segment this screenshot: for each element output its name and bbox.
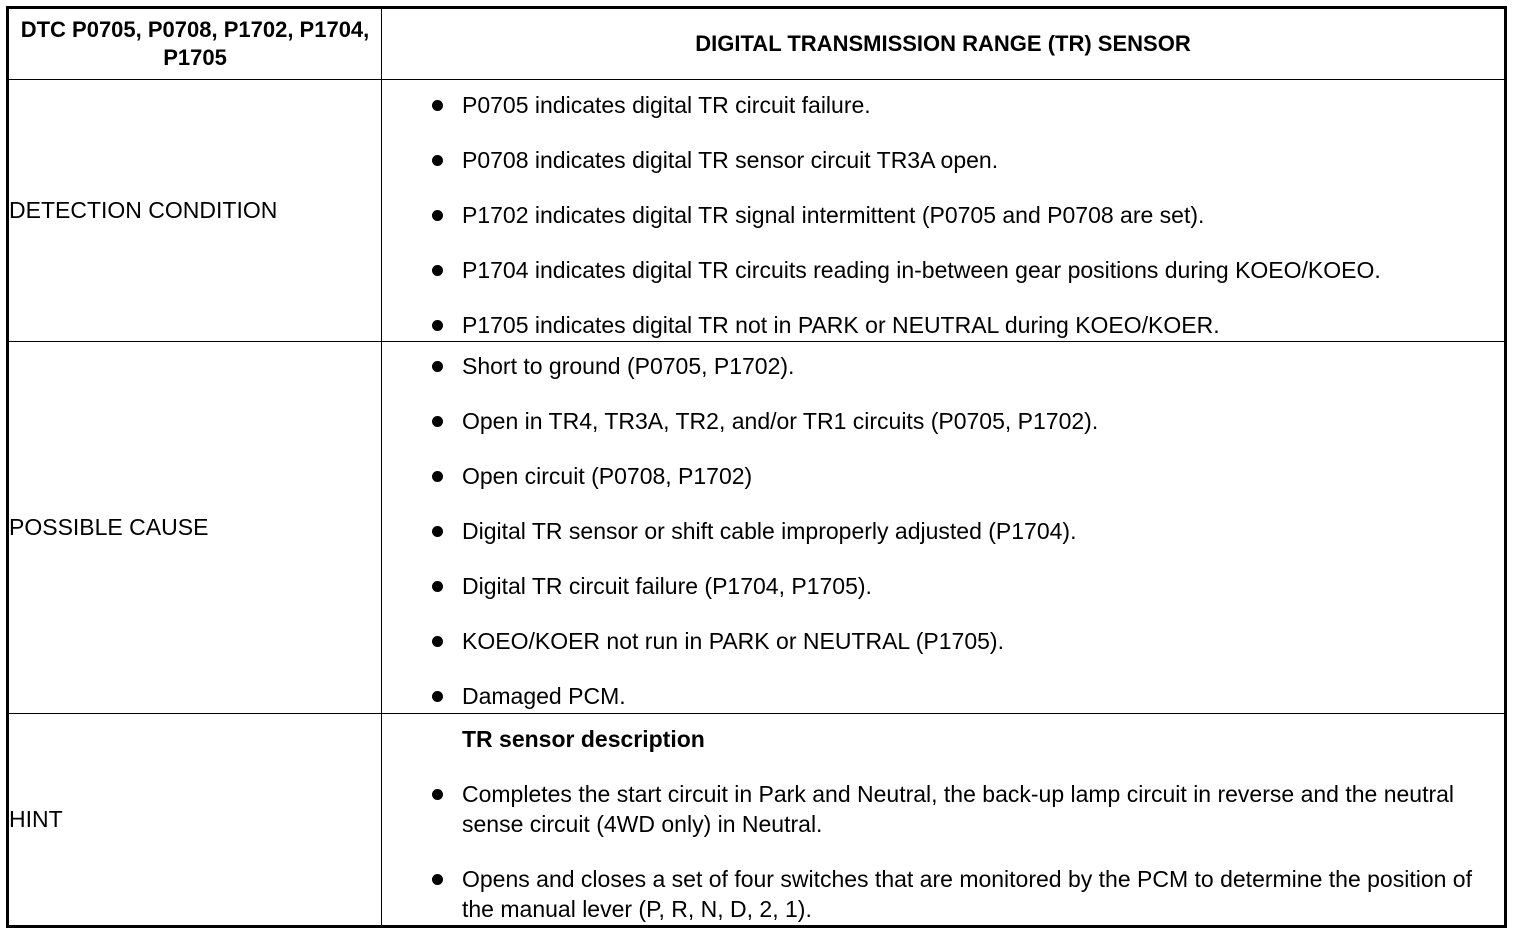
sensor-title-header: DIGITAL TRANSMISSION RANGE (TR) SENSOR bbox=[382, 8, 1506, 80]
hint-subheading: TR sensor description bbox=[462, 725, 705, 752]
list-item: P0705 indicates digital TR circuit failure. bbox=[432, 90, 1504, 120]
list-item: Opens and closes a set of four switches that are monitored by the PCM to determine the position of the manual lever (P, R, N, D, 2, 1). bbox=[432, 864, 1504, 924]
table-row bbox=[8, 342, 1506, 714]
possible-cause-label: POSSIBLE CAUSE bbox=[8, 342, 382, 714]
list-item: Open in TR4, TR3A, TR2, and/or TR1 circuits (P0705, P1702). bbox=[432, 406, 1504, 436]
table-row bbox=[8, 714, 1506, 927]
list-item: P0708 indicates digital TR sensor circuit TR3A open. bbox=[432, 145, 1504, 175]
list-item: Digital TR sensor or shift cable improperly adjusted (P1704). bbox=[432, 516, 1504, 546]
possible-cause-cell bbox=[382, 342, 1506, 714]
detection-condition-label: DETECTION CONDITION bbox=[8, 80, 382, 342]
possible-cause-list bbox=[382, 345, 1504, 711]
list-item: P1704 indicates digital TR circuits reading in-between gear positions during KOEO/KOEO. bbox=[432, 255, 1504, 285]
list-item: Damaged PCM. bbox=[432, 681, 1504, 711]
list-item: Open circuit (P0708, P1702) bbox=[432, 461, 1504, 491]
hint-list bbox=[382, 779, 1504, 924]
list-item: Short to ground (P0705, P1702). bbox=[432, 351, 1504, 381]
detection-condition-cell bbox=[382, 80, 1506, 342]
list-item: KOEO/KOER not run in PARK or NEUTRAL (P1705). bbox=[432, 626, 1504, 656]
dtc-info-table bbox=[6, 6, 1507, 928]
list-item: Completes the start circuit in Park and Neutral, the back-up lamp circuit in reverse and the neutral sense circuit (4WD only) in Neutral. bbox=[432, 779, 1504, 839]
detection-condition-list bbox=[382, 82, 1504, 340]
table-header-row bbox=[8, 8, 1506, 80]
table-row bbox=[8, 80, 1506, 342]
dtc-code-header: DTC P0705, P0708, P1702, P1704, P1705 bbox=[8, 8, 382, 80]
hint-cell bbox=[382, 714, 1506, 927]
list-item: P1702 indicates digital TR signal intermittent (P0705 and P0708 are set). bbox=[432, 200, 1504, 230]
list-item: Digital TR circuit failure (P1704, P1705). bbox=[432, 571, 1504, 601]
hint-label: HINT bbox=[8, 714, 382, 927]
list-item: P1705 indicates digital TR not in PARK or NEUTRAL during KOEO/KOER. bbox=[432, 310, 1504, 340]
